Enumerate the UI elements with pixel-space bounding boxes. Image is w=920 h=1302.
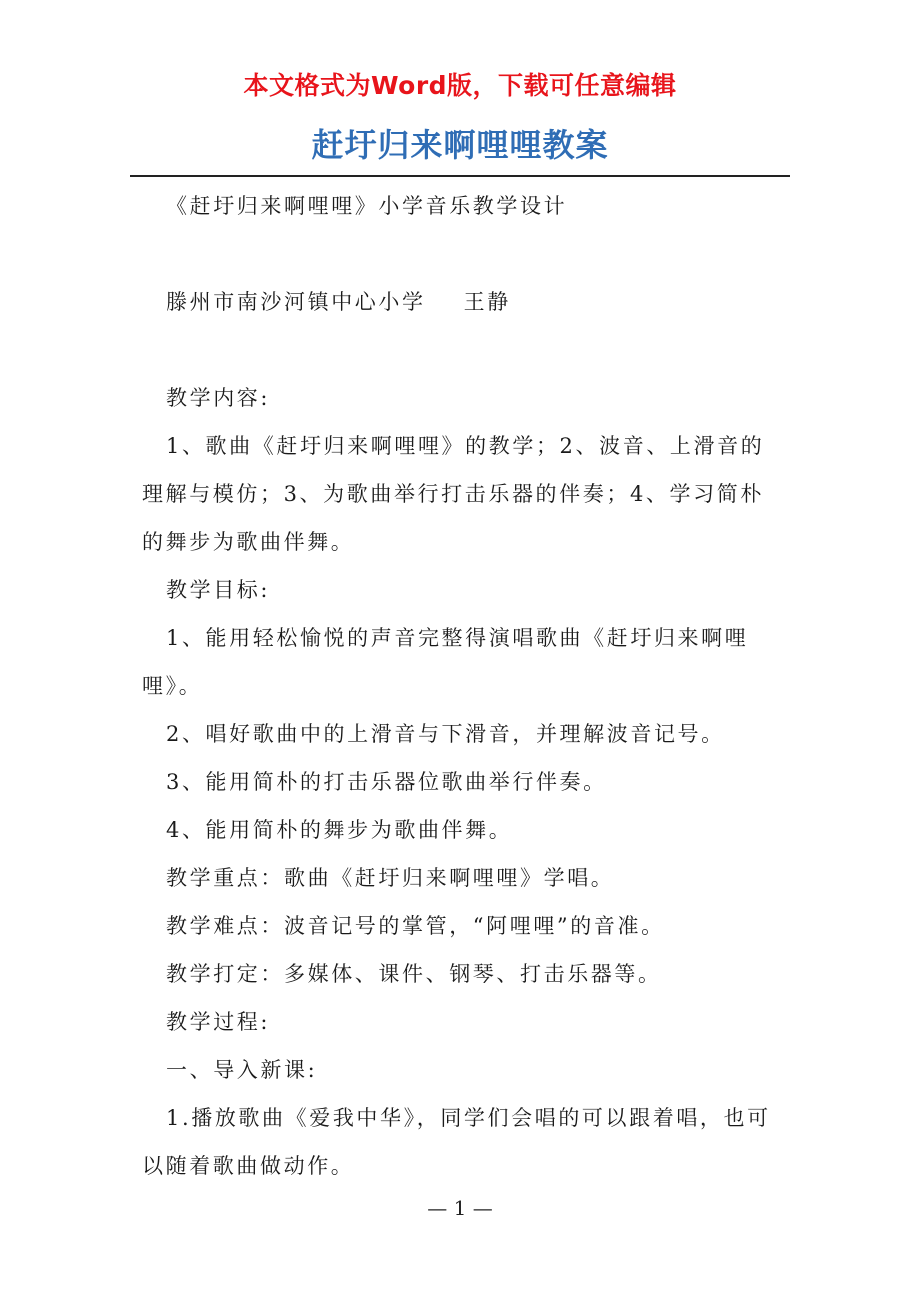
paragraph-content: 1、歌曲《赶圩归来啊哩哩》的教学；2、波音、上滑音的理解与模仿；3、为歌曲举行打击乐器的伴奏；4、学习简朴的舞步为歌曲伴舞。 bbox=[142, 434, 765, 554]
document-subtitle bbox=[142, 190, 782, 220]
author-name: 王静 bbox=[463, 290, 511, 314]
subtitle-text: 《赶圩归来啊哩哩》小学音乐教学设计 bbox=[166, 194, 568, 218]
author-school: 滕州市南沙河镇中心小学 bbox=[166, 290, 426, 314]
document-title: 赶圩归来啊哩哩教案 bbox=[311, 126, 609, 164]
paragraph-key-point: 教学重点：歌曲《赶圩归来啊哩哩》学唱。 bbox=[166, 866, 615, 890]
paragraph-difficulty: 教学难点：波音记号的掌管，“阿哩哩”的音准。 bbox=[166, 914, 665, 938]
header-divider bbox=[130, 175, 790, 177]
section-heading-content: 教学内容: bbox=[166, 386, 271, 410]
author-line-text bbox=[142, 286, 782, 316]
paragraph-goal-3: 3、能用简朴的打击乐器位歌曲举行伴奏。 bbox=[166, 770, 607, 794]
paragraph-goal-4: 4、能用简朴的舞步为歌曲伴舞。 bbox=[166, 818, 513, 842]
format-notice-banner: 本文格式为Word版，下载可任意编辑 bbox=[243, 71, 677, 100]
document-body bbox=[142, 374, 782, 1190]
section-heading-goals: 教学目标: bbox=[166, 578, 271, 602]
paragraph-preparation: 教学打定：多媒体、课件、钢琴、打击乐器等。 bbox=[166, 962, 662, 986]
page-number: — 1 — bbox=[427, 1196, 493, 1220]
paragraph-goal-1: 1、能用轻松愉悦的声音完整得演唱歌曲《赶圩归来啊哩哩》。 bbox=[142, 626, 749, 698]
paragraph-goal-2: 2、唱好歌曲中的上滑音与下滑音，并理解波音记号。 bbox=[166, 722, 725, 746]
section-heading-process: 教学过程: bbox=[166, 1010, 271, 1034]
section-heading-step-1: 一、导入新课: bbox=[166, 1058, 318, 1082]
author-line bbox=[142, 286, 782, 316]
paragraph-step-1-item-1: 1.播放歌曲《爱我中华》，同学们会唱的可以跟着唱，也可以随着歌曲做动作。 bbox=[142, 1106, 771, 1178]
